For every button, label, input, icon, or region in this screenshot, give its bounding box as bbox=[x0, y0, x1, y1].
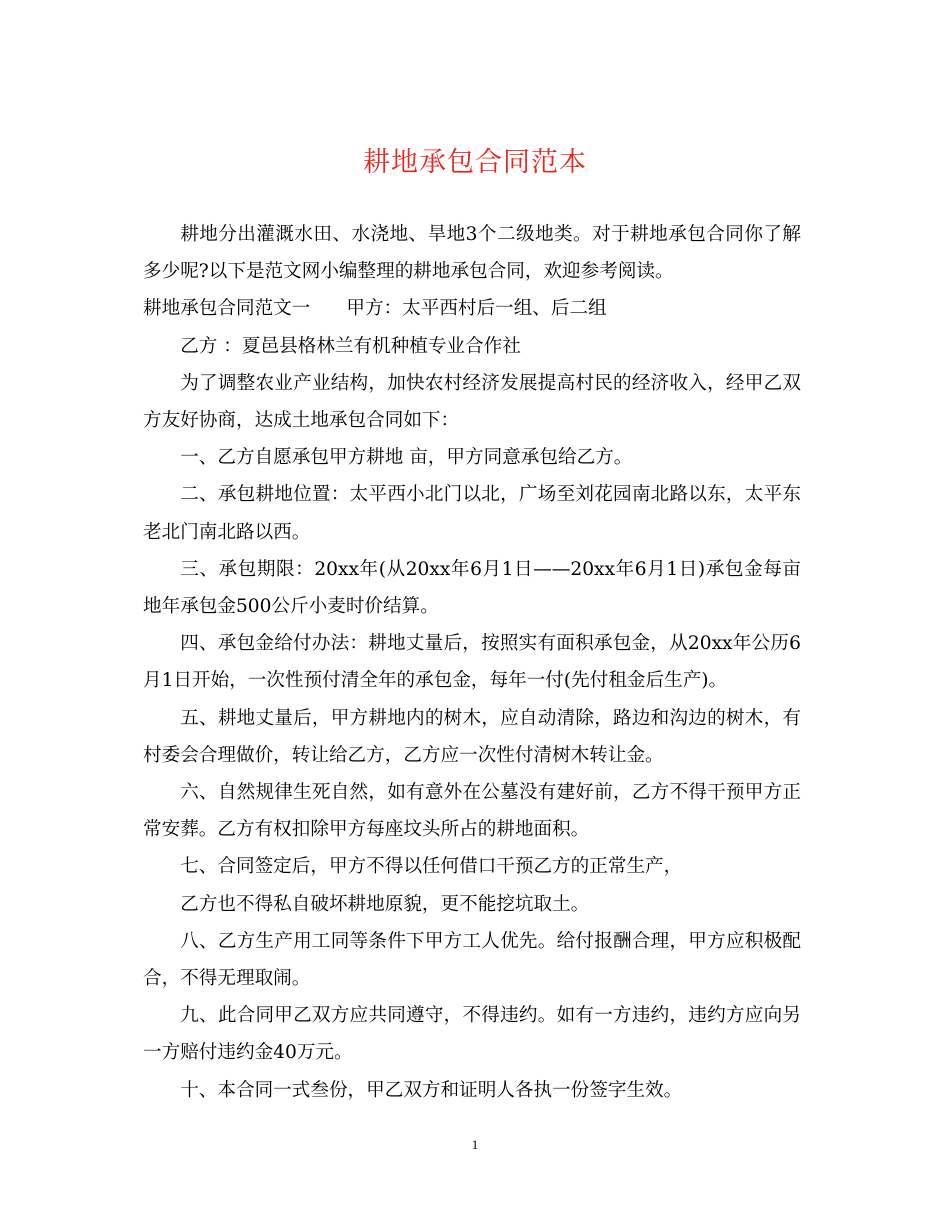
page-number: 1 bbox=[471, 1137, 479, 1152]
sample-heading: 耕地承包合同范文一 bbox=[143, 298, 311, 320]
clause-1: 一、乙方自愿承包甲方耕地 亩，甲方同意承包给乙方。 bbox=[180, 447, 633, 469]
document-body bbox=[143, 216, 801, 1109]
party-a: 甲方：太平西村后一组、后二组 bbox=[346, 298, 607, 320]
clause-3: 三、承包期限：20xx年(从20xx年6月1日——20xx年6月1日)承包金每亩地年承包金500公斤小麦时价结算。 bbox=[143, 558, 801, 618]
clause-7-continued: 乙方也不得私自破坏耕地原貌，更不能挖坑取土。 bbox=[180, 893, 590, 915]
clause-5: 五、耕地丈量后，甲方耕地内的树木，应自动清除，路边和沟边的树木，有村委会合理做价，转让给乙方，乙方应一次性付清树木转让金。 bbox=[143, 707, 801, 766]
clause-2: 二、承包耕地位置：太平西小北门以北，广场至刘花园南北路以东，太平东老北门南北路以西。 bbox=[143, 484, 801, 543]
clause-7: 七、合同签定后，甲方不得以任何借口干预乙方的正常生产， bbox=[180, 856, 683, 878]
sample-heading-line bbox=[143, 290, 801, 327]
clause-6: 六、自然规律生死自然，如有意外在公墓没有建好前，乙方不得干预甲方正常安葬。乙方有权扣除甲方每座坟头所占的耕地面积。 bbox=[143, 782, 801, 841]
clause-10: 十、本合同一式叁份，甲乙双方和证明人各执一份签字生效。 bbox=[180, 1079, 683, 1101]
clause-8: 八、乙方生产用工同等条件下甲方工人优先。给付报酬合理，甲方应积极配合，不得无理取闹。 bbox=[143, 930, 801, 990]
clause-4: 四、承包金给付办法：耕地丈量后，按照实有面积承包金，从20xx年公历6月1日开始，一次性预付清全年的承包金，每年一付(先付租金后生产)。 bbox=[143, 633, 801, 692]
party-b: 乙方 ：夏邑县格林兰有机种植专业合作社 bbox=[180, 335, 521, 357]
document-title: 耕地承包合同范本 bbox=[363, 147, 587, 178]
clause-9: 九、此合同甲乙双方应共同遵守，不得违约。如有一方违约，违约方应向另一方赔付违约金40万元。 bbox=[143, 1005, 801, 1064]
preamble-paragraph: 为了调整农业产业结构，加快农村经济发展提高村民的经济收入，经甲乙双方友好协商，达成土地承包合同如下： bbox=[143, 372, 801, 432]
intro-paragraph: 耕地分出灌溉水田、水浇地、旱地3个二级地类。对于耕地承包合同你了解多少呢?以下是范文网小编整理的耕地承包合同，欢迎参考阅读。 bbox=[143, 224, 801, 283]
